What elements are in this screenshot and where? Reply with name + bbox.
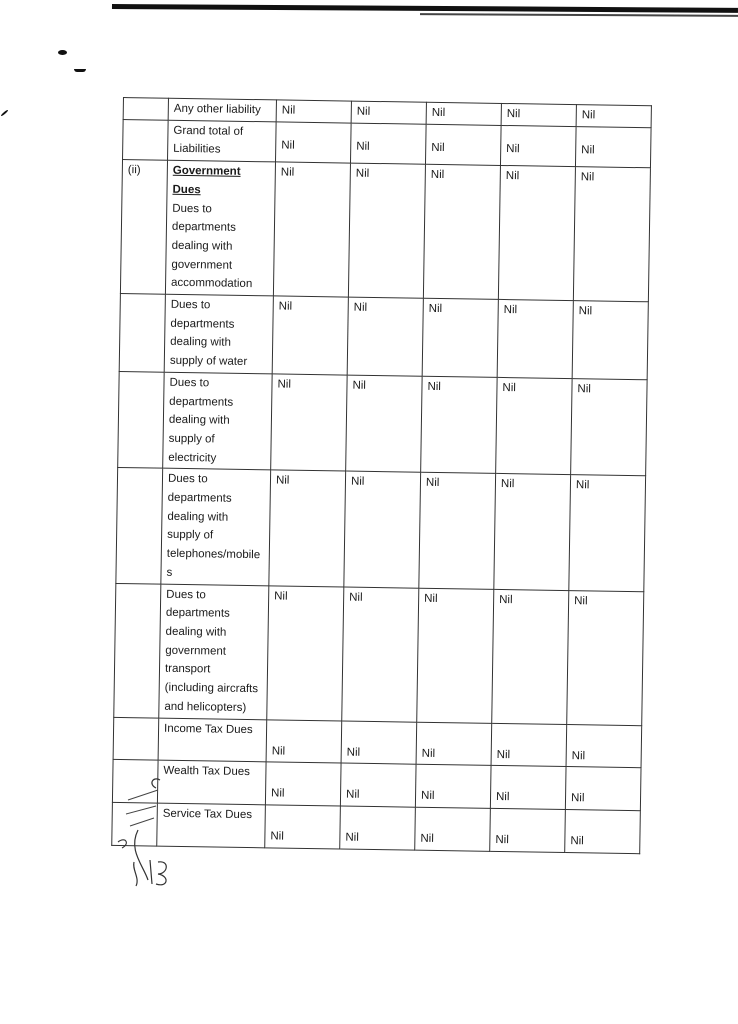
value-cell: Nil [422,298,498,377]
value-cell: Nil [425,124,501,166]
value-cell: Nil [341,721,417,765]
value-cell: Nil [340,806,416,850]
serial-number-cell [118,371,165,468]
table-row [120,160,650,302]
value-cell: Nil [567,590,644,725]
item-label: Dues to departments dealing with supply of water [169,298,248,369]
value-cell: Nil [346,375,423,473]
item-label: Any other liability [173,102,261,117]
value-cell: Nil [573,167,650,302]
scan-edge [420,13,738,17]
value-cell: Nil [426,102,501,125]
handwritten-initials [98,770,178,890]
scan-speck [0,109,8,116]
value-cell: Nil [491,723,567,767]
serial-number-cell [119,294,165,373]
value-cell: Nil [419,473,496,589]
item-description-cell [158,718,267,762]
value-cell: Nil [421,376,498,474]
item-description-cell [168,120,277,162]
item-label: Dues to departments dealing with government accommodation [170,202,253,291]
item-description-cell [159,584,269,720]
value-cell: Nil [269,470,346,586]
table-row [118,371,647,476]
value-cell: Nil [500,125,576,167]
item-description-cell [165,160,275,296]
value-cell: Nil [497,299,573,378]
item-description-cell [163,372,273,470]
value-cell: Nil [566,724,642,768]
table-row [119,294,648,380]
value-cell: Nil [571,378,648,476]
serial-number-cell: (ii) [120,160,167,295]
value-cell: Nil [423,164,500,299]
value-cell: Nil [415,807,491,851]
value-cell: Nil [569,475,646,591]
value-cell: Nil [275,122,351,164]
serial-number-cell [123,119,169,160]
value-cell: Nil [496,377,573,475]
value-cell: Nil [492,589,569,724]
serial-number-cell [113,717,159,760]
item-description-cell [168,98,276,121]
scan-speck [74,69,86,72]
value-cell: Nil [276,100,351,123]
value-cell: Nil [416,722,492,766]
value-cell: Nil [415,764,491,808]
value-cell: Nil [494,474,571,590]
value-cell: Nil [347,297,423,376]
value-cell: Nil [342,587,419,722]
value-cell: Nil [575,126,651,168]
value-cell: Nil [565,809,641,853]
value-cell: Nil [572,301,648,380]
item-label: Grand total of Liabilities [173,124,244,156]
serial-number-cell [116,468,163,584]
value-cell: Nil [348,163,425,298]
item-label: Wealth Tax Dues [163,764,251,779]
value-cell: Nil [350,123,426,165]
table-row [114,583,644,725]
section-heading: Government Dues [172,164,241,197]
serial-number-cell [114,583,161,718]
scan-edge [112,4,738,13]
liabilities-document [111,97,663,854]
serial-number-cell [123,98,168,120]
item-description-cell [164,294,273,373]
value-cell: Nil [351,101,426,124]
value-cell: Nil [265,762,341,806]
value-cell: Nil [501,103,576,126]
value-cell: Nil [576,105,651,128]
item-description-cell [161,469,271,586]
table-row [116,468,646,591]
value-cell: Nil [344,471,421,587]
value-cell: Nil [273,162,350,297]
value-cell: Nil [498,166,575,301]
scan-speck [58,50,67,55]
value-cell: Nil [267,585,344,720]
value-cell: Nil [565,767,641,811]
value-cell: Nil [490,766,566,810]
item-label: Dues to departments dealing with supply of electricity [168,376,234,465]
table-row [112,802,641,853]
government-dues-table [111,97,652,854]
value-cell: Nil [272,296,348,375]
value-cell: Nil [266,719,342,763]
item-label: Service Tax Dues [162,807,253,822]
value-cell: Nil [265,805,341,849]
item-label: Dues to departments dealing with government transport (including aircrafts and helicopters) [164,588,259,714]
value-cell: Nil [340,763,416,807]
value-cell: Nil [490,808,566,852]
value-cell: Nil [271,374,348,472]
item-label: Dues to departments dealing with supply of telephones/mobiles [166,473,261,579]
item-label: Income Tax Dues [163,722,253,736]
value-cell: Nil [417,588,494,723]
